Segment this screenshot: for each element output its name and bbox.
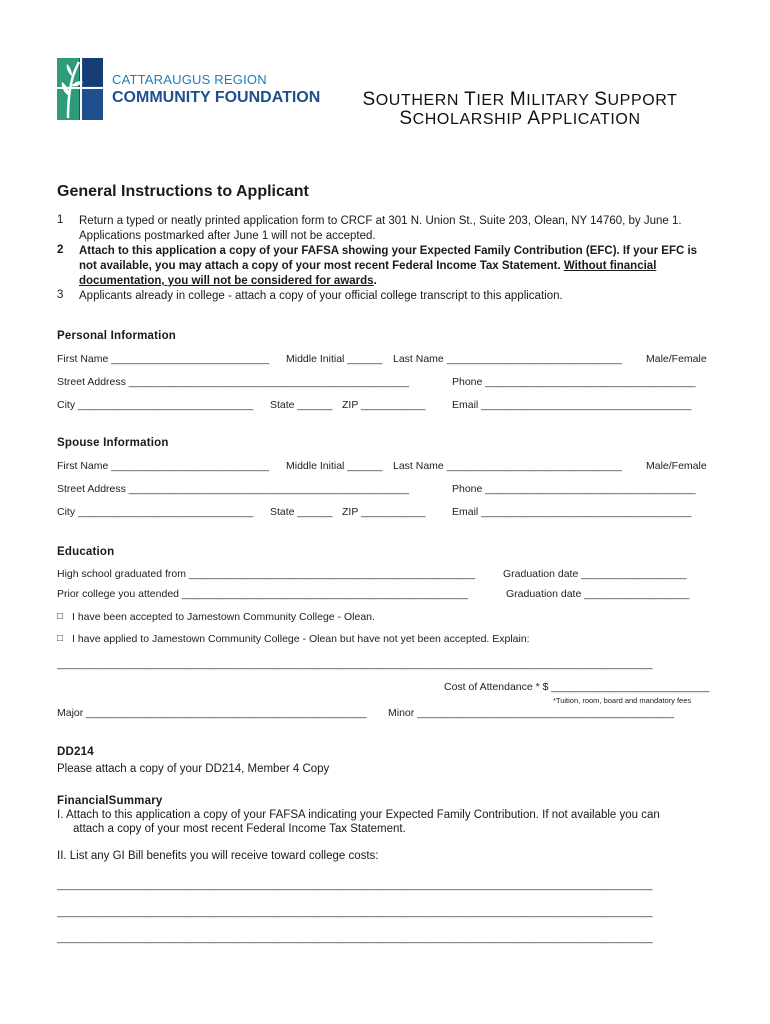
form-title-line2: SCHOLARSHIP APPLICATION <box>399 108 641 129</box>
personal-info-heading: Personal Information <box>57 330 177 342</box>
personal-state-field[interactable]: State ______ <box>270 399 333 411</box>
instruction-number: 2 <box>57 244 64 256</box>
instruction-1-text: Return a typed or neatly printed application form to CRCF at 301 N. Union St., Suite 203, Olean, NY 14760, by June 1. Applications postmarked after June 1 will not be accepted. <box>79 215 682 242</box>
applied-label: I have applied to Jamestown Community College - Olean but have not yet been accepted. Explain: <box>72 633 530 645</box>
personal-middle-initial-field[interactable]: Middle Initial ______ <box>286 353 383 365</box>
cost-footnote: *Tuition, room, board and mandatory fees <box>553 696 692 705</box>
education-heading: Education <box>57 546 115 558</box>
spouse-phone-field[interactable]: Phone ____________________________________ <box>452 483 696 495</box>
org-name-line2: COMMUNITY FOUNDATION <box>112 89 321 106</box>
spouse-gender-field[interactable]: Male/Female <box>646 460 707 472</box>
spouse-info-heading: Spouse Information <box>57 437 169 449</box>
gi-bill-line-1[interactable]: ______________________________________________________________________________________________________ <box>57 879 653 891</box>
financial-heading: FinancialSummary <box>57 795 163 807</box>
financial-item1-line1: I. Attach to this application a copy of your FAFSA indicating your Expected Family Contribution. If not available you can <box>57 809 660 821</box>
personal-street-field[interactable]: Street Address ________________________________________________ <box>57 376 410 388</box>
explain-line[interactable]: ______________________________________________________________________________________________________ <box>57 658 653 670</box>
financial-item2: II. List any GI Bill benefits you will receive toward college costs: <box>57 850 379 862</box>
spouse-first-name-field[interactable]: First Name ___________________________ <box>57 460 269 472</box>
checkbox-applied[interactable]: □ <box>57 633 64 644</box>
instruction-number: 3 <box>57 289 64 301</box>
cost-of-attendance-field[interactable]: Cost of Attendance * $ ___________________________ <box>444 681 710 693</box>
personal-gender-field[interactable]: Male/Female <box>646 353 707 365</box>
spouse-zip-field[interactable]: ZIP ___________ <box>342 506 426 518</box>
personal-zip-field[interactable]: ZIP ___________ <box>342 399 426 411</box>
form-title-line1: SOUTHERN TIER MILITARY SUPPORT <box>362 89 678 110</box>
spouse-city-field[interactable]: City ______________________________ <box>57 506 254 518</box>
spouse-email-field[interactable]: Email ____________________________________ <box>452 506 692 518</box>
personal-email-field[interactable]: Email ____________________________________ <box>452 399 692 411</box>
hs-graduation-date-field[interactable]: Graduation date __________________ <box>503 568 687 580</box>
personal-phone-field[interactable]: Phone ____________________________________ <box>452 376 696 388</box>
instruction-number: 1 <box>57 214 64 226</box>
spouse-middle-initial-field[interactable]: Middle Initial ______ <box>286 460 383 472</box>
personal-last-name-field[interactable]: Last Name ______________________________ <box>393 353 622 365</box>
personal-city-field[interactable]: City ______________________________ <box>57 399 254 411</box>
spouse-state-field[interactable]: State ______ <box>270 506 333 518</box>
gi-bill-line-3[interactable]: ______________________________________________________________________________________________________ <box>57 932 653 944</box>
prior-college-field[interactable]: Prior college you attended _________________________________________________ <box>57 588 469 600</box>
financial-item1-line2: attach a copy of your most recent Federal Income Tax Statement. <box>73 823 406 835</box>
minor-field[interactable]: Minor ____________________________________________ <box>388 707 675 719</box>
dd214-text: Please attach a copy of your DD214, Member 4 Copy <box>57 763 330 775</box>
gi-bill-line-2[interactable]: ______________________________________________________________________________________________________ <box>57 906 653 918</box>
dd214-heading: DD214 <box>57 746 94 758</box>
high-school-field[interactable]: High school graduated from _________________________________________________ <box>57 568 476 580</box>
instruction-3-text: Applicants already in college - attach a copy of your official college transcript to this application. <box>79 290 563 302</box>
instructions-heading: General Instructions to Applicant <box>57 183 309 200</box>
spouse-last-name-field[interactable]: Last Name ______________________________ <box>393 460 622 472</box>
instruction-2-text: Attach to this application a copy of your FAFSA showing your Expected Family Contribution (EFC). If your EFC is not available, you may attach a copy of your most recent Federal Income Tax Statement. Without financial documentation, you will not be considered for awards. <box>79 245 698 287</box>
checkbox-accepted[interactable]: □ <box>57 611 64 622</box>
college-graduation-date-field[interactable]: Graduation date __________________ <box>506 588 690 600</box>
org-name-line1: CATTARAUGUS REGION <box>112 72 267 87</box>
major-field[interactable]: Major ________________________________________________ <box>57 707 367 719</box>
accepted-label: I have been accepted to Jamestown Community College - Olean. <box>72 611 375 623</box>
personal-first-name-field[interactable]: First Name ___________________________ <box>57 353 269 365</box>
spouse-street-field[interactable]: Street Address ________________________________________________ <box>57 483 410 495</box>
